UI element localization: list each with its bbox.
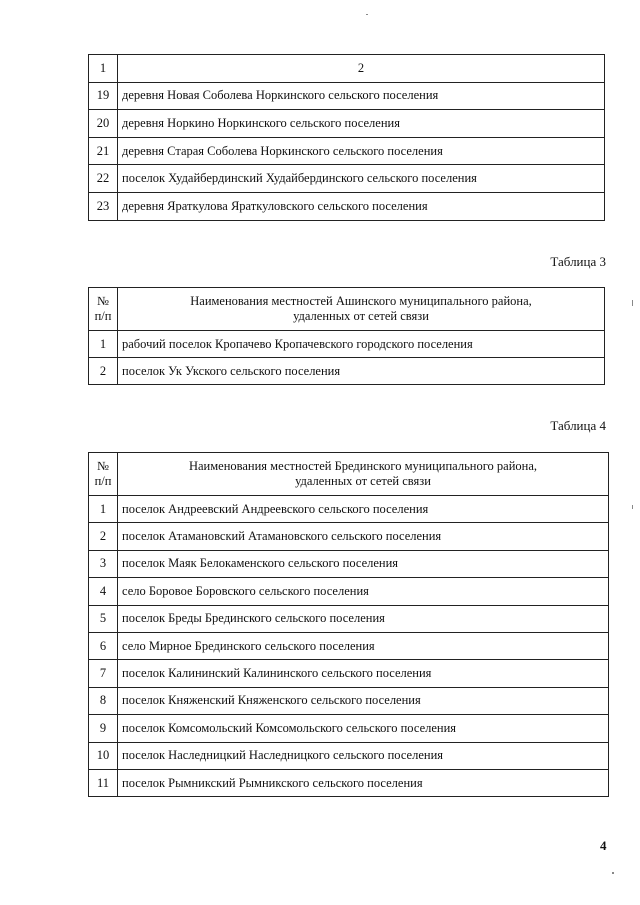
table4 xyxy=(88,452,609,797)
locality-name: поселок Калининский Калининского сельского поселения xyxy=(118,660,609,687)
table-header-row xyxy=(89,55,605,83)
table-row xyxy=(89,715,609,742)
row-number: 21 xyxy=(89,137,118,165)
table-row xyxy=(89,192,605,220)
column-name-line1: Наименования местностей Ашинского муниципального района, xyxy=(190,294,532,308)
locality-name: село Мирное Брединского сельского поселения xyxy=(118,632,609,659)
table-row xyxy=(89,550,609,577)
scan-speck xyxy=(366,14,368,15)
row-number: 5 xyxy=(89,605,118,632)
row-number: 3 xyxy=(89,550,118,577)
locality-name: деревня Старая Соболева Норкинского сельского поселения xyxy=(118,137,605,165)
table-row xyxy=(89,578,609,605)
table-header-row xyxy=(89,453,609,496)
locality-name: поселок Андреевский Андреевского сельского поселения xyxy=(118,496,609,523)
table3-caption: Таблица 3 xyxy=(550,254,606,269)
table3 xyxy=(88,287,605,385)
locality-name: деревня Яраткулова Яраткуловского сельского поселения xyxy=(118,192,605,220)
row-number: 22 xyxy=(89,165,118,193)
column-number-header xyxy=(89,288,118,331)
column-number-abbrev: п/п xyxy=(94,474,112,488)
locality-name: поселок Рымникский Рымникского сельского поселения xyxy=(118,769,609,796)
table-row xyxy=(89,496,609,523)
column-name-header xyxy=(118,453,609,496)
locality-name: поселок Атамановский Атамановского сельского поселения xyxy=(118,523,609,550)
table-row xyxy=(89,687,609,714)
row-number: 7 xyxy=(89,660,118,687)
continued-table xyxy=(88,54,605,221)
page-number: 4 xyxy=(600,838,607,853)
column-name-line2: удаленных от сетей связи xyxy=(295,474,431,488)
column-name-header: 2 xyxy=(118,55,605,83)
locality-name: село Боровое Боровского сельского поселения xyxy=(118,578,609,605)
row-number: 2 xyxy=(89,358,118,385)
row-number: 11 xyxy=(89,769,118,796)
locality-name: поселок Комсомольский Комсомольского сельского поселения xyxy=(118,715,609,742)
column-name-header xyxy=(118,288,605,331)
table-row xyxy=(89,82,605,110)
row-number: 1 xyxy=(89,331,118,358)
table-row xyxy=(89,358,605,385)
column-number-symbol: № xyxy=(97,294,109,308)
table-row xyxy=(89,331,605,358)
table-row xyxy=(89,769,609,796)
column-number-header xyxy=(89,453,118,496)
row-number: 20 xyxy=(89,110,118,138)
table-row xyxy=(89,523,609,550)
row-number: 1 xyxy=(89,496,118,523)
table-row xyxy=(89,165,605,193)
locality-name: поселок Княженский Княженского сельского поселения xyxy=(118,687,609,714)
row-number: 4 xyxy=(89,578,118,605)
table-row xyxy=(89,742,609,769)
row-number: 9 xyxy=(89,715,118,742)
row-number: 8 xyxy=(89,687,118,714)
table-row xyxy=(89,660,609,687)
locality-name: поселок Ук Укского сельского поселения xyxy=(118,358,605,385)
table4-caption: Таблица 4 xyxy=(550,418,606,433)
table-row xyxy=(89,137,605,165)
locality-name: деревня Норкино Норкинского сельского поселения xyxy=(118,110,605,138)
locality-name: деревня Новая Соболева Норкинского сельского поселения xyxy=(118,82,605,110)
locality-name: поселок Наследницкий Наследницкого сельского поселения xyxy=(118,742,609,769)
table-row xyxy=(89,632,609,659)
row-number: 23 xyxy=(89,192,118,220)
locality-name: поселок Худайбердинский Худайбердинского сельского поселения xyxy=(118,165,605,193)
locality-name: поселок Маяк Белокаменского сельского поселения xyxy=(118,550,609,577)
row-number: 10 xyxy=(89,742,118,769)
locality-name: поселок Бреды Брединского сельского поселения xyxy=(118,605,609,632)
scan-speck xyxy=(632,300,633,306)
column-name-line2: удаленных от сетей связи xyxy=(293,309,429,323)
scan-speck xyxy=(632,505,633,509)
column-number-abbrev: п/п xyxy=(94,309,112,323)
row-number: 2 xyxy=(89,523,118,550)
row-number: 19 xyxy=(89,82,118,110)
scan-speck xyxy=(612,872,614,874)
locality-name: рабочий поселок Кропачево Кропачевского городского поселения xyxy=(118,331,605,358)
row-number: 6 xyxy=(89,632,118,659)
table-row xyxy=(89,110,605,138)
column-number-header: 1 xyxy=(89,55,118,83)
table-header-row xyxy=(89,288,605,331)
column-number-symbol: № xyxy=(97,459,109,473)
table-row xyxy=(89,605,609,632)
column-name-line1: Наименования местностей Брединского муниципального района, xyxy=(188,459,538,473)
